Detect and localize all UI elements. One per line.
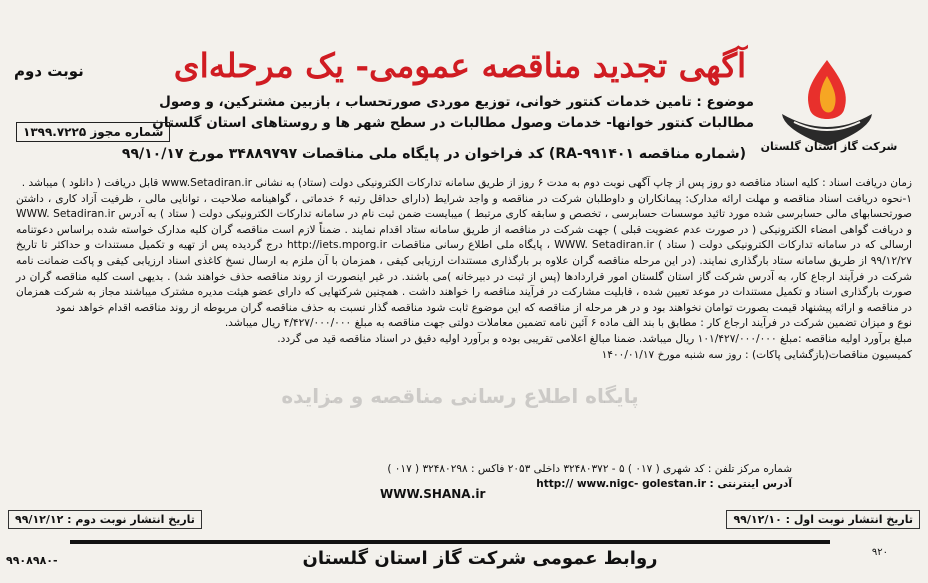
shana-link[interactable]: WWW.SHANA.ir: [380, 487, 486, 501]
notice-title: آگهی تجدید مناقصه عمومی- یک مرحله‌ای: [173, 46, 747, 85]
website-link[interactable]: http:// www.nigc- golestan.ir: [536, 478, 707, 490]
footer-divider: [70, 540, 830, 544]
permit-number: شماره مجوز ۱۳۹۹.۷۲۲۵: [16, 122, 170, 142]
guarantee-paragraph: نوع و میزان تضمین شرکت در فرآیند ارجاع کار : مطابق با بند الف ماده ۶ آئین نامه تضمین معاملات دولتی جهت مناقصه به مبلغ ۴/۴۲۷/۰۰۰/۰۰۰ ریال میباشد.: [224, 317, 912, 330]
document-receipt-paragraph: زمان دریافت اسناد : کلیه اسناد مناقصه دو روز پس از چاپ آگهی نوبت دوم به مدت ۶ روز از طریق سامانه تدارکات الکترونیکی دولت (ستاد) به نشانی www.Setadiran.ir قابل دریافت ( دانلود ) میباشد .: [21, 177, 912, 189]
notice-subject: موضوع : تامین خدمات کنتور خوانی، توزیع موردی صورتحساب ، بازبین مشترکین، و وصول مطالبات کنتور خوانها- خدمات وصول مطالبات در سطح شهر ها و روستاهای استان گلستان: [152, 94, 754, 131]
website-label: آدرس اینترنتی :: [709, 478, 792, 490]
estimate-paragraph: مبلغ برآورد اولیه مناقصه :مبلغ ۱۰۱/۴۲۷/۰۰۰/۰۰۰ ریال میباشد. ضمنا مبالغ اعلامی تقریبی بوده و برآورد اولیه دقیق در اسناد مناقصه قید می گردد.: [277, 332, 912, 345]
phone-line: شماره مرکز تلفن : کد شهری ( ۰۱۷ ) ۵ - ۳۲۴۸۰۳۷۲ داخلی ۲۰۵۳ فاکس : ۳۲۴۸۰۲۹۸ ( ۰۱۷ ): [387, 463, 792, 475]
page-number: ۹۲۰: [871, 547, 888, 558]
commission-paragraph: کمیسیون مناقصات(بازگشایی پاکات) : روز سه شنبه مورخ ۱۴۰۰/۰۱/۱۷: [601, 348, 912, 361]
notice-body: [16, 176, 912, 363]
footer-number: ۹۹۰۸۹۸۰-: [6, 554, 58, 567]
second-publish-date: تاریخ انتشار نوبت دوم : ۹۹/۱۲/۱۲: [8, 510, 202, 529]
logo-caption: شرکت گاز استان گلستان: [760, 140, 898, 153]
watermark: پایگاه اطلاع رسانی مناقصه و مزایده: [281, 384, 639, 408]
footer-title: روابط عمومی شرکت گاز استان گلستان: [302, 548, 658, 569]
second-round-badge: نوبت دوم: [14, 62, 84, 80]
submission-paragraph: ۱-نحوه دریافت اسناد مناقصه و مهلت ارائه مدارک: پیمانکاران و داوطلبان شرکت در مناقصه و واجد شرایط (دارای حداقل رتبه ۶ خدماتی ، گواهینامه صلاحیت ، توانایی مالی ، ظرفیت آزاد کاری ، داشتن صورتحسابهای مالی حسابرسی شده مورد تائید موسسات حسابرسی ، تخصص و سابقه کاری مرتبط ) میبایست ضمن ثبت نام در سامانه تدارکات الکترونیکی دولت ( ستاد ) به آدرس WWW. Setadiran.ir و دریافت گواهی امضاء الکترونیکی ( در صورت عدم عضویت قبلی ) جهت شرکت در مناقصه از طریق سامانه ستاد اقدام نمایند . ضمناً لازم است مناقصه گران کلیه مدارک خواسته شده براساس دعوتنامه ارسالی که در سامانه تدارکات الکترونیکی دولت ( ستاد ) WWW. Setadiran.ir ، پایگاه ملی اطلاع رسانی مناقصات http://iets.mporg.ir درج گردیده پس از تهیه و تکمیل مستندات و حداکثر تا تاریخ ۹۹/۱۲/۲۷ از طریق سامانه ستاد بارگذاری نمایند. (در این مرحله مناقصه گران علاوه بر بارگذاری مستندات ارزیابی کیفی ، همزمان با آن ملزم به ارسال نسخ کاغذی اسناد ارزیابی کیفی و پاکت ضمانت نامه شرکت در فرآیند ارجاع کار، به آدرس شرکت گاز استان گلستان امور قراردادها (پس از ثبت در دبیرخانه )می باشند. در غیر اینصورت از روند مناقصه حذف خواهند شد) . بدیهی است کلیه مناقصه گران در صورت بارگذاری اسناد و تکمیل مستندات در موعد تعیین شده ، قابلیت مشارکت در فرآیند مناقصه را خواهند داشت . همچنین شرکتهایی که دارای عضو هیئت مدیره مشترک میباشند مجاز به شرکت همزمان در مناقصه و ارائه پیشنهاد قیمت بصورت توامان نخواهند بود و در هر مرحله از مناقصه که این موضوع ثابت شود مناقصه گذار نسبت به حذف مناقصه گران مربوطه از روند مناقصه اقدام خواهد نمود: [16, 192, 912, 314]
tender-number-line: (شماره مناقصه RA-۹۹۱۴۰۱) کد فراخوان در پایگاه ملی مناقصات ۳۴۸۸۹۷۹۷ مورخ ۹۹/۱۰/۱۷: [121, 146, 746, 162]
first-publish-date: تاریخ انتشار نوبت اول : ۹۹/۱۲/۱۰: [726, 510, 920, 529]
